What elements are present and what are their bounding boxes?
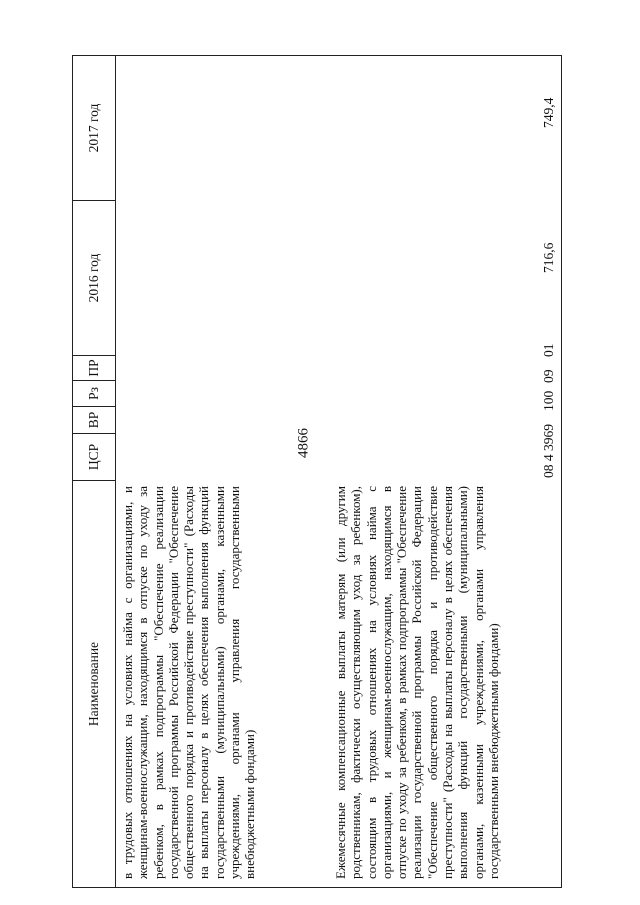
table-row-2-2017: 749,4	[541, 97, 556, 128]
rotated-table-wrapper	[72, 55, 562, 888]
table-row-2-csr: 08 4 3969	[541, 424, 556, 478]
table-header-row	[73, 56, 116, 887]
table-row-2-name: Ежемесячные компенсационные выплаты матерям (или другим родственникам, фактически осуществляющим уход за ребенком), состоящим в трудовых отношениях на условиях найма с организациями, и женщинам-военнослужащим, находящимся в отпуске по уходу за ребенком, в рамках подпрограммы "Обеспечение реализации государственной программы Российской Федерации "Обеспечение общественного порядка и противодействие преступности" (Расходы на выплаты персоналу в целях обеспечения выполнения функций государственными (муниципальными) органами, казенными учреждениями, органами управления государственными внебюджетными фондами)	[333, 486, 501, 879]
table-row-1-name: в трудовых отношениях на условиях найма с организациями, и женщинам-военнослужащим, находящимся в отпуске по уходу за ребенком, в рамках подпрограммы "Обеспечение реализации государственной программы Российской Федерации "Обеспечение общественного порядка и противодействие преступности" (Расходы на выплаты персоналу в целях обеспечения выполнения функций государственными (муниципальными) органами, казенными учреждениями, органами управления государственными внебюджетными фондами)	[120, 486, 258, 879]
header-rz: Рз	[73, 380, 115, 406]
table-row-2-pr: 01	[541, 343, 556, 357]
header-name: Наименование	[73, 480, 115, 887]
header-2016: 2016 год	[73, 200, 115, 355]
header-pr: ПР	[73, 355, 115, 380]
page-number-text: 4866	[295, 428, 312, 458]
header-csr: ЦСР	[73, 433, 115, 480]
table-row-2-2016: 716,6	[541, 242, 556, 273]
budget-table	[72, 55, 562, 888]
header-2017: 2017 год	[86, 103, 101, 153]
table-row-2-vr: 100	[541, 390, 556, 411]
table-row-2-rz: 09	[541, 369, 556, 383]
header-vr: ВР	[73, 406, 115, 433]
